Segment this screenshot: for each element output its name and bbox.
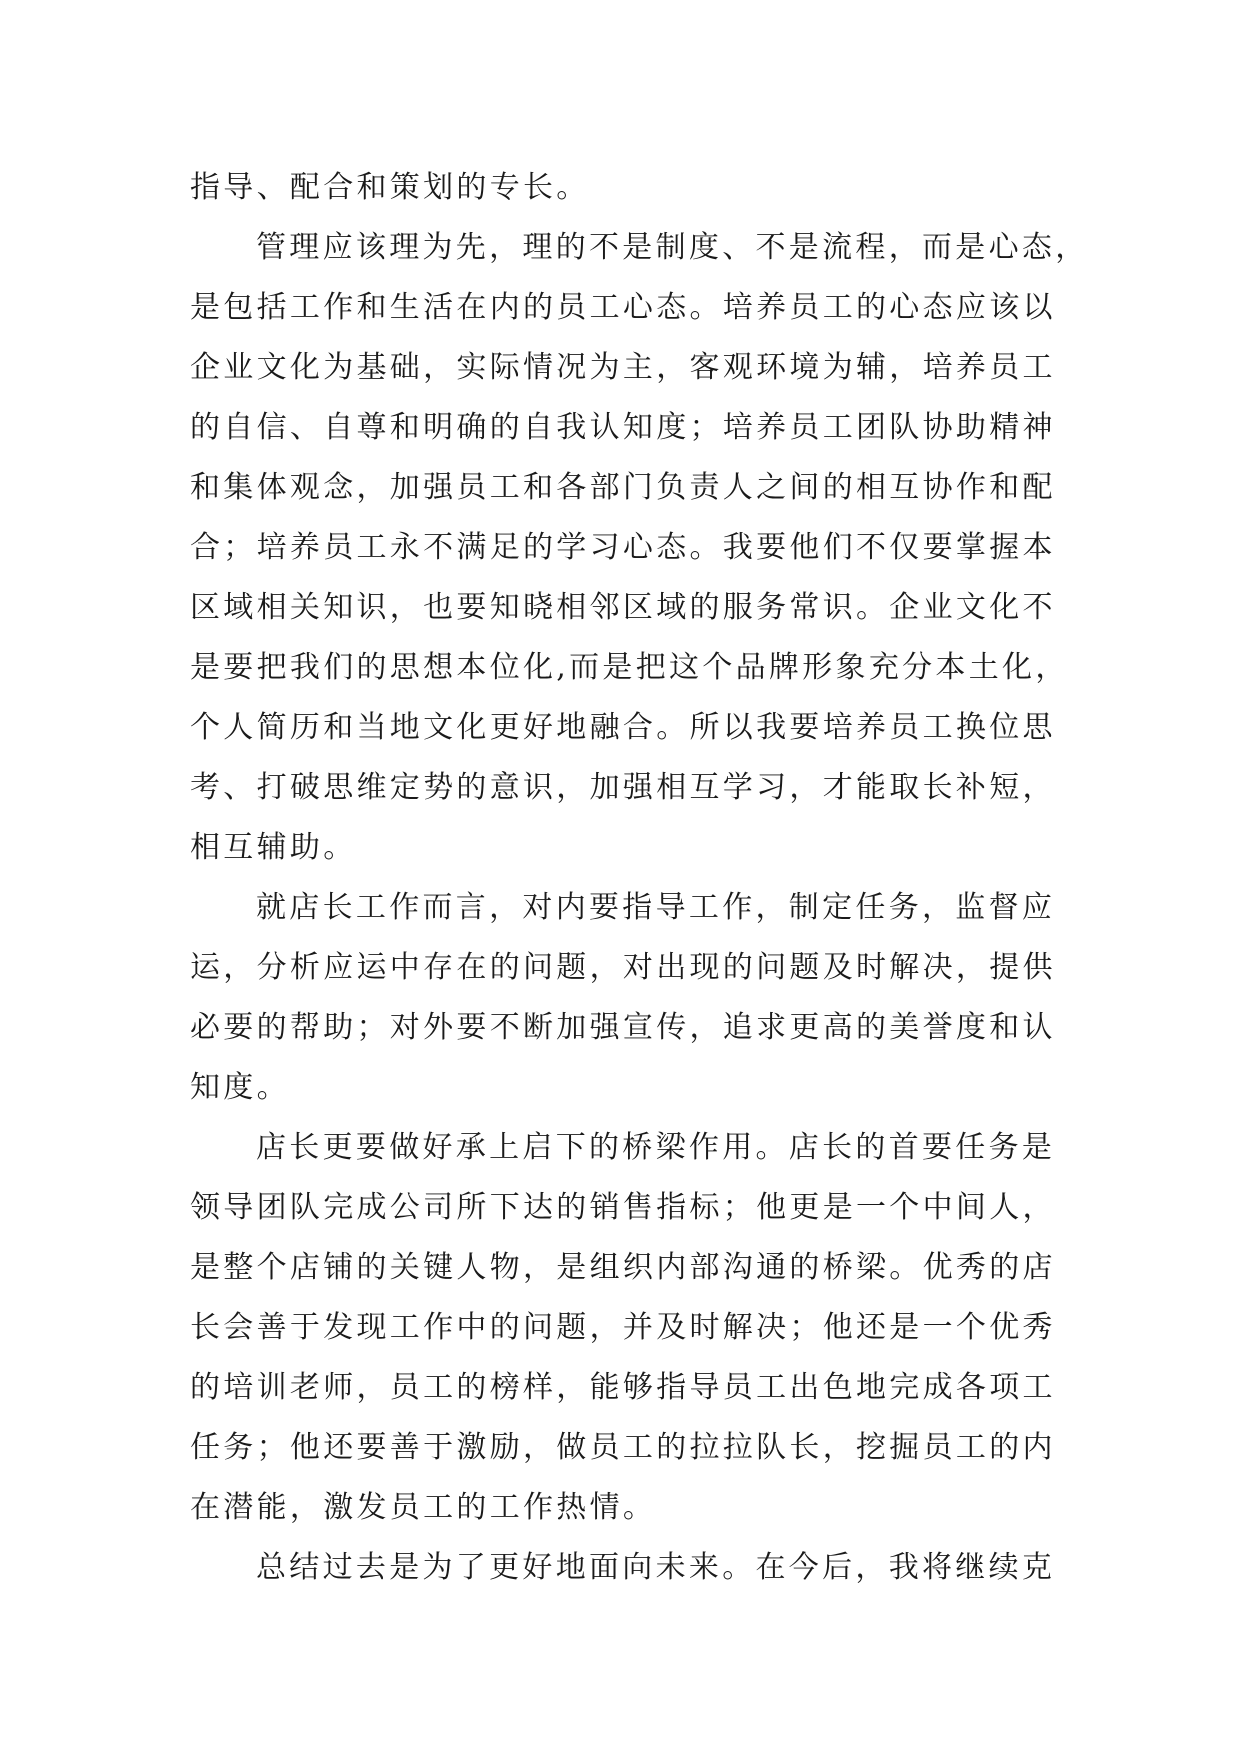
- text-line: 的自信、自尊和明确的自我认知度；培养员工团队协助精神: [190, 410, 1056, 445]
- text-line: 是包括工作和生活在内的员工心态。培养员工的心态应该以: [190, 290, 1056, 325]
- text-line: 相互辅助。: [190, 830, 357, 865]
- text-line: 运，分析应运中存在的问题，对出现的问题及时解决，提供: [190, 950, 1056, 985]
- text-line: 任务；他还要善于激励，做员工的拉拉队长，挖掘员工的内: [190, 1430, 1056, 1465]
- text-line: 考、打破思维定势的意识，加强相互学习，才能取长补短，: [190, 770, 1056, 805]
- text-line: 企业文化为基础，实际情况为主，客观环境为辅，培养员工: [190, 350, 1056, 385]
- text-line: 指导、配合和策划的专长。: [190, 170, 590, 205]
- body-text: [190, 158, 1089, 1598]
- text-line: 和集体观念，加强员工和各部门负责人之间的相互协作和配: [190, 470, 1056, 505]
- text-line: 的培训老师，员工的榜样，能够指导员工出色地完成各项工: [190, 1370, 1056, 1405]
- text-line: 是要把我们的思想本位化,而是把这个品牌形象充分本土化，: [190, 650, 1069, 685]
- text-line: 店长更要做好承上启下的桥梁作用。店长的首要任务是: [256, 1130, 1056, 1165]
- text-line: 总结过去是为了更好地面向未来。在今后，我将继续克: [256, 1550, 1056, 1585]
- text-line: 领导团队完成公司所下达的销售指标；他更是一个中间人，: [190, 1190, 1056, 1225]
- text-line: 知度。: [190, 1070, 290, 1105]
- text-line: 是整个店铺的关键人物，是组织内部沟通的桥梁。优秀的店: [190, 1250, 1056, 1285]
- text-line: 在潜能，激发员工的工作热情。: [190, 1490, 657, 1525]
- text-line: 管理应该理为先，理的不是制度、不是流程，而是心态，: [256, 230, 1089, 265]
- text-line: 合；培养员工永不满足的学习心态。我要他们不仅要掌握本: [190, 530, 1056, 565]
- text-line: 就店长工作而言，对内要指导工作，制定任务，监督应: [256, 890, 1056, 925]
- text-line: 长会善于发现工作中的问题，并及时解决；他还是一个优秀: [190, 1310, 1056, 1345]
- text-line: 区域相关知识，也要知晓相邻区域的服务常识。企业文化不: [190, 590, 1056, 625]
- text-line: 个人简历和当地文化更好地融合。所以我要培养员工换位思: [190, 710, 1056, 745]
- text-line: 必要的帮助；对外要不断加强宣传，追求更高的美誉度和认: [190, 1010, 1056, 1045]
